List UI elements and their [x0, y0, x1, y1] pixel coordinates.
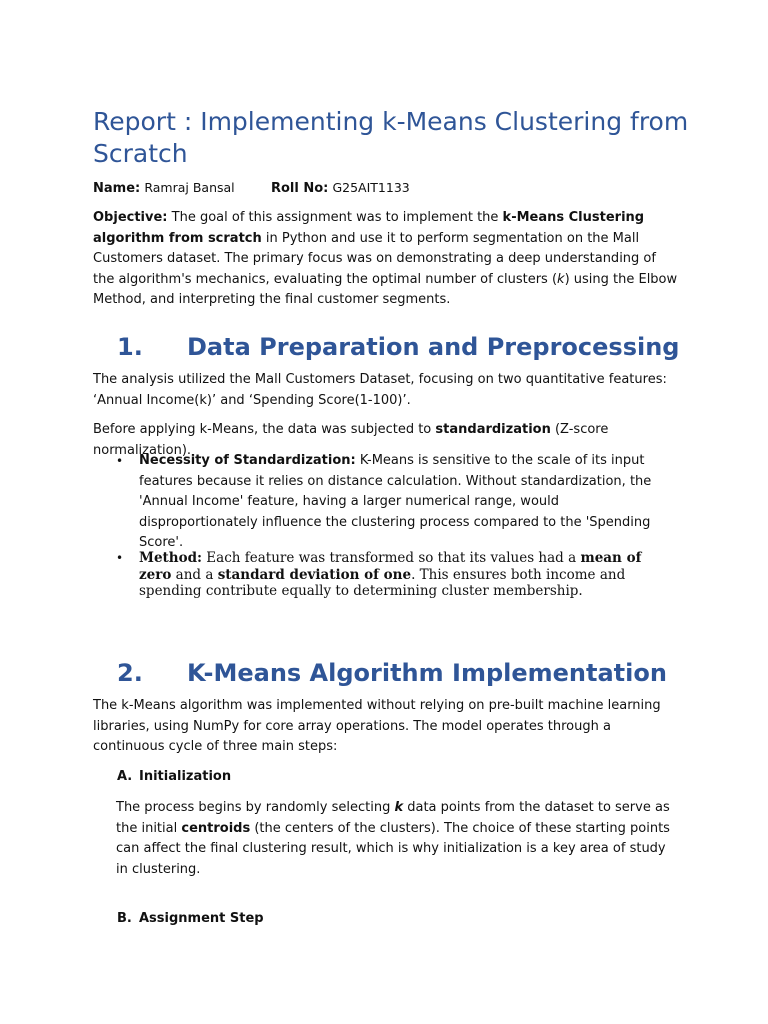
section-number: 2.	[117, 659, 143, 687]
section-heading-1	[117, 332, 679, 362]
subsection-letter: B.	[117, 911, 132, 926]
subsection-letter: A.	[117, 769, 133, 784]
objective-bold: k-Means Clustering algorithm from scratch	[93, 210, 645, 246]
subsection-title: Initialization	[139, 769, 232, 784]
subsection-heading-a	[117, 767, 231, 787]
section-heading-2	[117, 658, 667, 688]
section-title: K-Means Algorithm Implementation	[187, 659, 667, 687]
bullet-text: K-Means is sensitive to the scale of its input features because it relies on distance calculation. Without standardization, the 'Annual Income' feature, having a larger numerical range, would disproportionately influence the clustering process compared to the 'Spending Score'.	[139, 453, 652, 550]
section-title: Data Preparation and Preprocessing	[187, 333, 680, 361]
bullet-label: Method:	[139, 550, 203, 566]
author-info	[93, 179, 410, 198]
objective-label: Objective:	[93, 210, 168, 225]
roll-label: Roll No:	[270, 181, 329, 196]
name-value: Ramraj Bansal	[144, 180, 235, 195]
bullet-bold: standard deviation of one	[217, 566, 412, 583]
report-title: Report : Implementing k-Means Clustering from Scratch	[93, 107, 689, 168]
bullet-item	[116, 451, 679, 554]
paragraph-k: k	[394, 800, 404, 815]
subsection-title: Assignment Step	[139, 911, 264, 926]
bullet-glyph: •	[116, 551, 124, 565]
paragraph-text: data points from the dataset to serve as the initial	[116, 800, 670, 836]
paragraph-text: Before applying k-Means, the data was subjected to	[93, 422, 436, 437]
objective-paragraph	[93, 208, 678, 311]
roll-value: G25AIT1133	[332, 180, 410, 195]
paragraph-text: The process begins by randomly selecting	[116, 800, 395, 815]
subsection-a-paragraph	[116, 798, 676, 880]
paragraph-bold: standardization	[435, 422, 551, 437]
bullet-text: and a	[171, 566, 218, 583]
bullet-bold: mean of zero	[139, 550, 642, 583]
paragraph-bold: centroids	[181, 820, 251, 836]
objective-text: The goal of this assignment was to implement the	[167, 210, 503, 225]
objective-text: in Python and use it to perform segmentation on the Mall Customers dataset. The primary focus was on demonstrating a deep understanding of the algorithm's mechanics, evaluating the optimal number of clusters (	[93, 230, 656, 287]
bullet-text: Each feature was transformed so that its values had a	[202, 550, 581, 566]
bullet-label: Necessity of Standardization:	[139, 453, 356, 468]
name-label: Name:	[93, 181, 141, 196]
bullet-glyph: •	[116, 454, 124, 468]
objective-k: k	[557, 271, 565, 287]
paragraph-text: (the centers of the clusters). The choice of these starting points can affect the final clustering result, which is why initialization is a key area of study in clustering.	[116, 820, 670, 877]
bullet-item	[116, 550, 669, 600]
bullet-text: . This ensures both income and spending contribute equally to determining cluster membership.	[139, 566, 626, 599]
paragraph-text: (Z-score normalization).	[93, 422, 609, 458]
objective-text: ) using the Elbow Method, and interpreting the final customer segments.	[93, 271, 678, 307]
section1-paragraph-1: The analysis utilized the Mall Customers Dataset, focusing on two quantitative features: ‘Annual Income(k)’ and ‘Spending Score(1-100)’.	[93, 372, 667, 408]
section2-paragraph-1: The k-Means algorithm was implemented without relying on pre-built machine learning libraries, using NumPy for core array operations. The model operates through a continuous cycle of three main steps:	[93, 698, 661, 754]
subsection-heading-b	[117, 909, 264, 929]
section-number: 1.	[117, 333, 143, 361]
